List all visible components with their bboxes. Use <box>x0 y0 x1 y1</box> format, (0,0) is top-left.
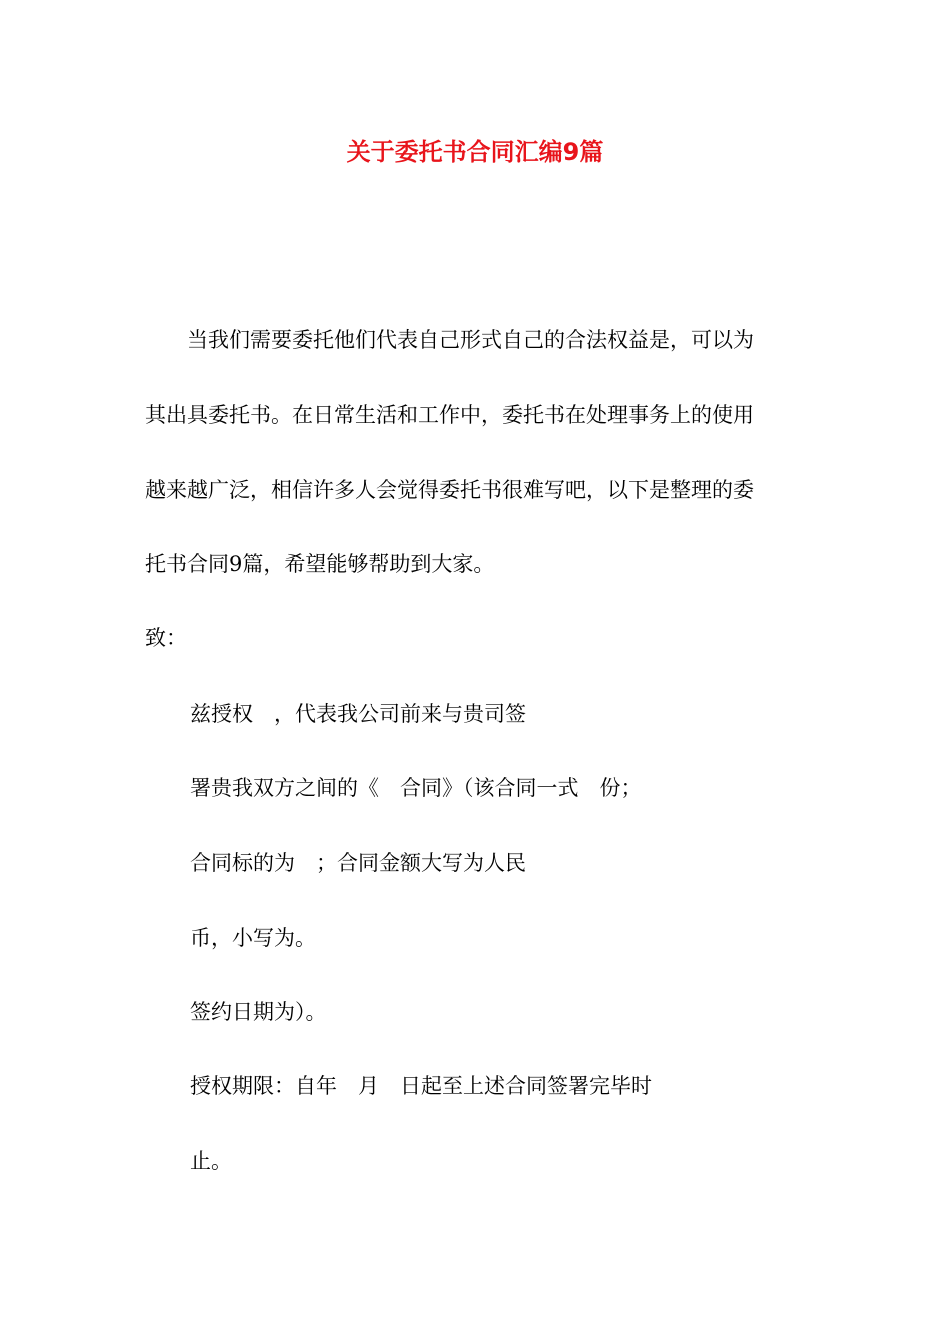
body-line-6: 授权期限：自年 月 日起至上述合同签署完毕时 <box>190 1074 652 1098</box>
body-line-5: 签约日期为）。 <box>190 1000 327 1024</box>
body-line-4: 币，小写为。 <box>190 926 316 950</box>
intro-line-3: 越来越广泛，相信许多人会觉得委托书很难写吧，以下是整理的委 <box>145 478 754 502</box>
body-line-1: 兹授权 ，代表我公司前来与贵司签 <box>190 702 526 726</box>
intro-line-1: 当我们需要委托他们代表自己形式自己的合法权益是，可以为 <box>145 328 754 352</box>
body-line-2: 署贵我双方之间的《 合同》（该合同一式 份； <box>190 776 642 800</box>
body-line-3: 合同标的为 ；合同金额大写为人民 <box>190 851 526 875</box>
body-line-7: 止。 <box>190 1149 232 1173</box>
salutation: 致： <box>145 626 187 650</box>
document-title: 关于委托书合同汇编9篇 <box>346 138 604 166</box>
intro-line-2: 其出具委托书。在日常生活和工作中，委托书在处理事务上的使用 <box>145 403 754 427</box>
intro-line-4: 托书合同9篇，希望能够帮助到大家。 <box>145 552 495 576</box>
